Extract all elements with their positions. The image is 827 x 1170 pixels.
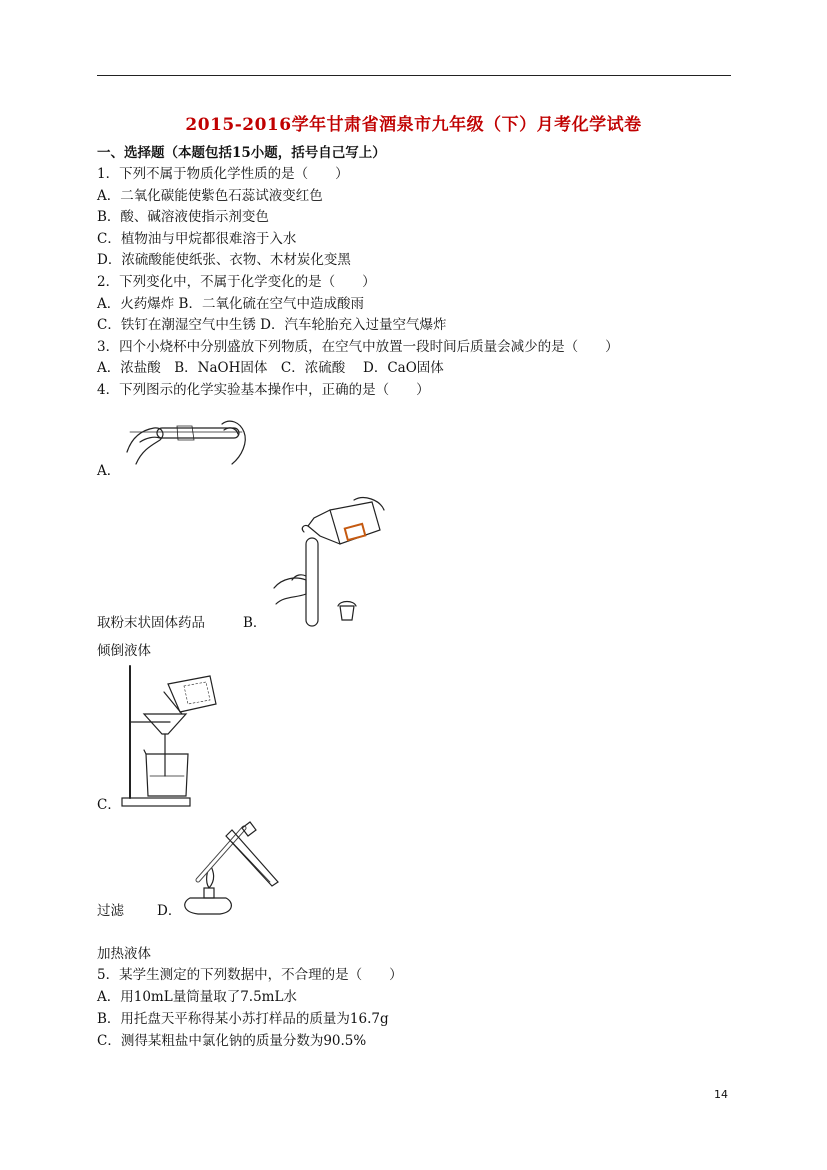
page-number: 14: [714, 1088, 728, 1101]
q2-options-ab: A．火药爆炸 B．二氧化硫在空气中造成酸雨: [97, 296, 364, 312]
q2-stem: 2．下列变化中，不属于化学变化的是（ ）: [97, 274, 376, 290]
q4-option-b-caption: 倾倒液体: [97, 643, 151, 659]
q5-option-c: C．测得某粗盐中氯化钠的质量分数为90.5%: [97, 1033, 367, 1049]
q4-option-c-label: C．: [97, 797, 121, 813]
q4-option-c-caption: 过滤: [97, 903, 124, 919]
q1-stem: 1．下列不属于物质化学性质的是（ ）: [97, 166, 349, 182]
q1-option-d: D．浓硫酸能使纸张、衣物、木材炭化变黑: [97, 252, 351, 268]
q1-option-c: C．植物油与甲烷都很难溶于入水: [97, 231, 297, 247]
section-heading: 一、选择题（本题包括15小题，括号自己写上）: [97, 145, 386, 161]
q4-option-a-caption: 取粉末状固体药品: [97, 615, 205, 631]
q1-option-b: B．酸、碱溶液使指示剂变色: [97, 209, 269, 225]
test-tube-hands-figure: [122, 412, 252, 467]
q5-option-b: B．用托盘天平称得某小苏打样品的质量为16.7g: [97, 1011, 389, 1027]
q1-option-a: A．二氧化碳能使紫色石蕊试液变红色: [97, 188, 323, 204]
q4-stem: 4．下列图示的化学实验基本操作中，正确的是（ ）: [97, 382, 430, 398]
q5-stem: 5．某学生测定的下列数据中，不合理的是（ ）: [97, 967, 403, 983]
q5-option-a: A．用10mL量筒量取了7.5mL水: [97, 989, 297, 1005]
filtration-apparatus-figure: [118, 664, 218, 810]
heating-liquid-figure: [172, 820, 282, 918]
q4-option-b-label: B．: [243, 615, 267, 631]
q4-option-d-label: D．: [157, 903, 182, 919]
q2-options-cd: C．铁钉在潮湿空气中生锈 D．汽车轮胎充入过量空气爆炸: [97, 317, 447, 333]
q3-options: A．浓盐酸 B．NaOH固体 C．浓硫酸 D．CaO固体: [97, 360, 444, 376]
q3-stem: 3．四个小烧杯中分别盛放下列物质，在空气中放置一段时间后质量会减少的是（ ）: [97, 339, 619, 355]
q4-option-d-caption: 加热液体: [97, 946, 151, 962]
exam-title: 2015-2016学年甘肃省酒泉市九年级（下）月考化学试卷: [185, 115, 642, 135]
q4-option-a-label: A．: [97, 463, 121, 479]
header-rule: [97, 75, 731, 76]
pouring-liquid-figure: [268, 496, 388, 630]
